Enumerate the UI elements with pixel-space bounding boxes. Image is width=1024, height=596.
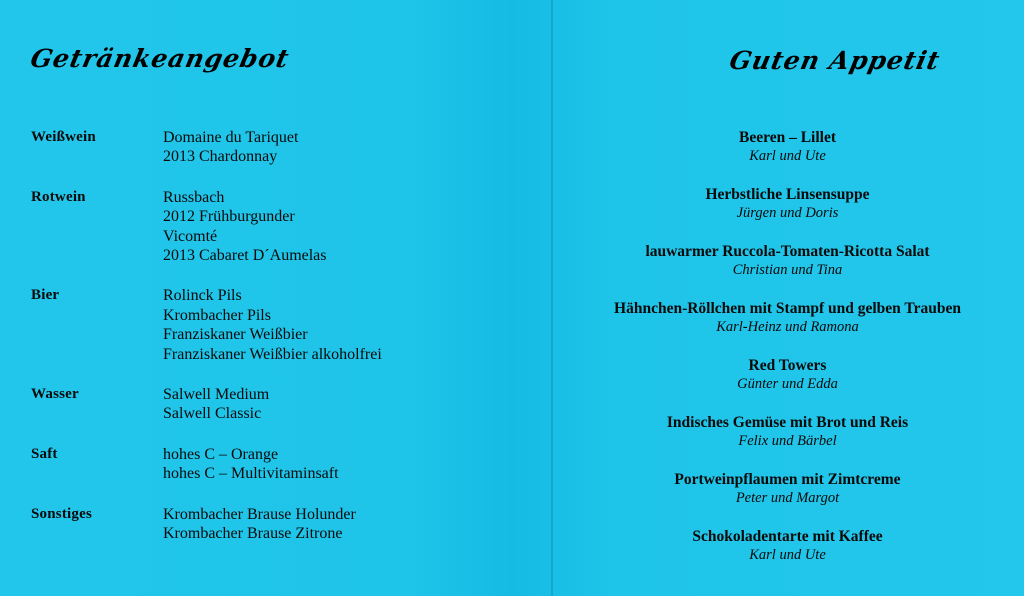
drink-item: Krombacher Brause Holunder bbox=[163, 505, 356, 523]
drink-item-group bbox=[163, 188, 551, 266]
course-item bbox=[551, 242, 1024, 280]
drink-item: Krombacher Brause Zitrone bbox=[163, 525, 343, 543]
drink-item-group bbox=[163, 128, 551, 167]
course-host: Jürgen und Doris bbox=[736, 205, 839, 221]
course-host: Günter und Edda bbox=[737, 376, 838, 392]
course-item bbox=[551, 527, 1024, 565]
drink-item: hohes C – Multivitaminsaft bbox=[163, 465, 339, 483]
drink-item: Franziskaner Weißbier bbox=[163, 326, 308, 344]
drink-category-row bbox=[0, 128, 551, 167]
course-host: Christian und Tina bbox=[732, 262, 843, 278]
courses-list bbox=[551, 128, 1024, 584]
course-host: Karl und Ute bbox=[749, 547, 826, 563]
course-host: Felix und Bärbel bbox=[738, 433, 837, 449]
menu-panel bbox=[551, 0, 1024, 596]
drink-category-label: Bier bbox=[31, 287, 60, 304]
drink-category-row bbox=[0, 286, 551, 364]
course-item bbox=[551, 356, 1024, 394]
drink-category-label: Sonstiges bbox=[31, 505, 92, 522]
course-name: Schokoladentarte mit Kaffee bbox=[692, 528, 883, 545]
drink-category-label: Weißwein bbox=[31, 129, 96, 145]
drink-item: 2012 Frühburgunder bbox=[163, 208, 295, 226]
drink-item: Salwell Classic bbox=[163, 405, 262, 423]
course-item bbox=[551, 185, 1024, 223]
drink-category-row bbox=[0, 385, 551, 424]
drink-category-label: Saft bbox=[31, 445, 58, 462]
drinks-title: Getränkeangebot bbox=[27, 44, 293, 73]
drink-item: hohes C – Orange bbox=[163, 445, 279, 463]
drink-item-group bbox=[163, 385, 551, 424]
course-host: Karl und Ute bbox=[749, 148, 826, 164]
course-name: Portweinpflaumen mit Zimtcreme bbox=[674, 471, 901, 488]
course-host: Karl-Heinz und Ramona bbox=[716, 319, 859, 335]
drink-item: Salwell Medium bbox=[163, 386, 270, 404]
course-host: Peter und Margot bbox=[735, 490, 840, 506]
drink-item: Domaine du Tariquet bbox=[163, 129, 299, 146]
drink-item: Russbach bbox=[163, 188, 225, 206]
drink-category-label: Wasser bbox=[31, 386, 79, 403]
drink-item: 2013 Chardonnay bbox=[163, 148, 278, 166]
course-item bbox=[551, 470, 1024, 508]
course-name: Red Towers bbox=[748, 357, 827, 374]
course-name: lauwarmer Ruccola-Tomaten-Ricotta Salat bbox=[645, 243, 930, 260]
drink-category-row bbox=[0, 505, 551, 544]
menu-title: Guten Appetit bbox=[726, 46, 943, 75]
drink-item: 2013 Cabaret D´Aumelas bbox=[163, 247, 327, 265]
drink-category-row bbox=[0, 445, 551, 484]
course-name: Hähnchen-Röllchen mit Stampf und gelben Trauben bbox=[614, 300, 961, 317]
drink-item: Vicomté bbox=[163, 227, 218, 245]
course-item bbox=[551, 128, 1024, 166]
drink-item: Krombacher Pils bbox=[163, 306, 271, 324]
drink-category-row bbox=[0, 188, 551, 266]
course-name: Herbstliche Linsensuppe bbox=[705, 186, 870, 203]
course-name: Indisches Gemüse mit Brot und Reis bbox=[666, 414, 909, 431]
course-item bbox=[551, 299, 1024, 337]
drink-item: Rolinck Pils bbox=[163, 287, 242, 305]
drink-item-group bbox=[163, 505, 551, 544]
drink-category-label: Rotwein bbox=[31, 188, 86, 205]
drink-item-group bbox=[163, 445, 551, 484]
course-name: Beeren – Lillet bbox=[739, 129, 836, 146]
course-item bbox=[551, 413, 1024, 451]
drink-item-group bbox=[163, 286, 551, 364]
drinks-list bbox=[0, 128, 551, 565]
drink-item: Franziskaner Weißbier alkoholfrei bbox=[163, 345, 382, 363]
